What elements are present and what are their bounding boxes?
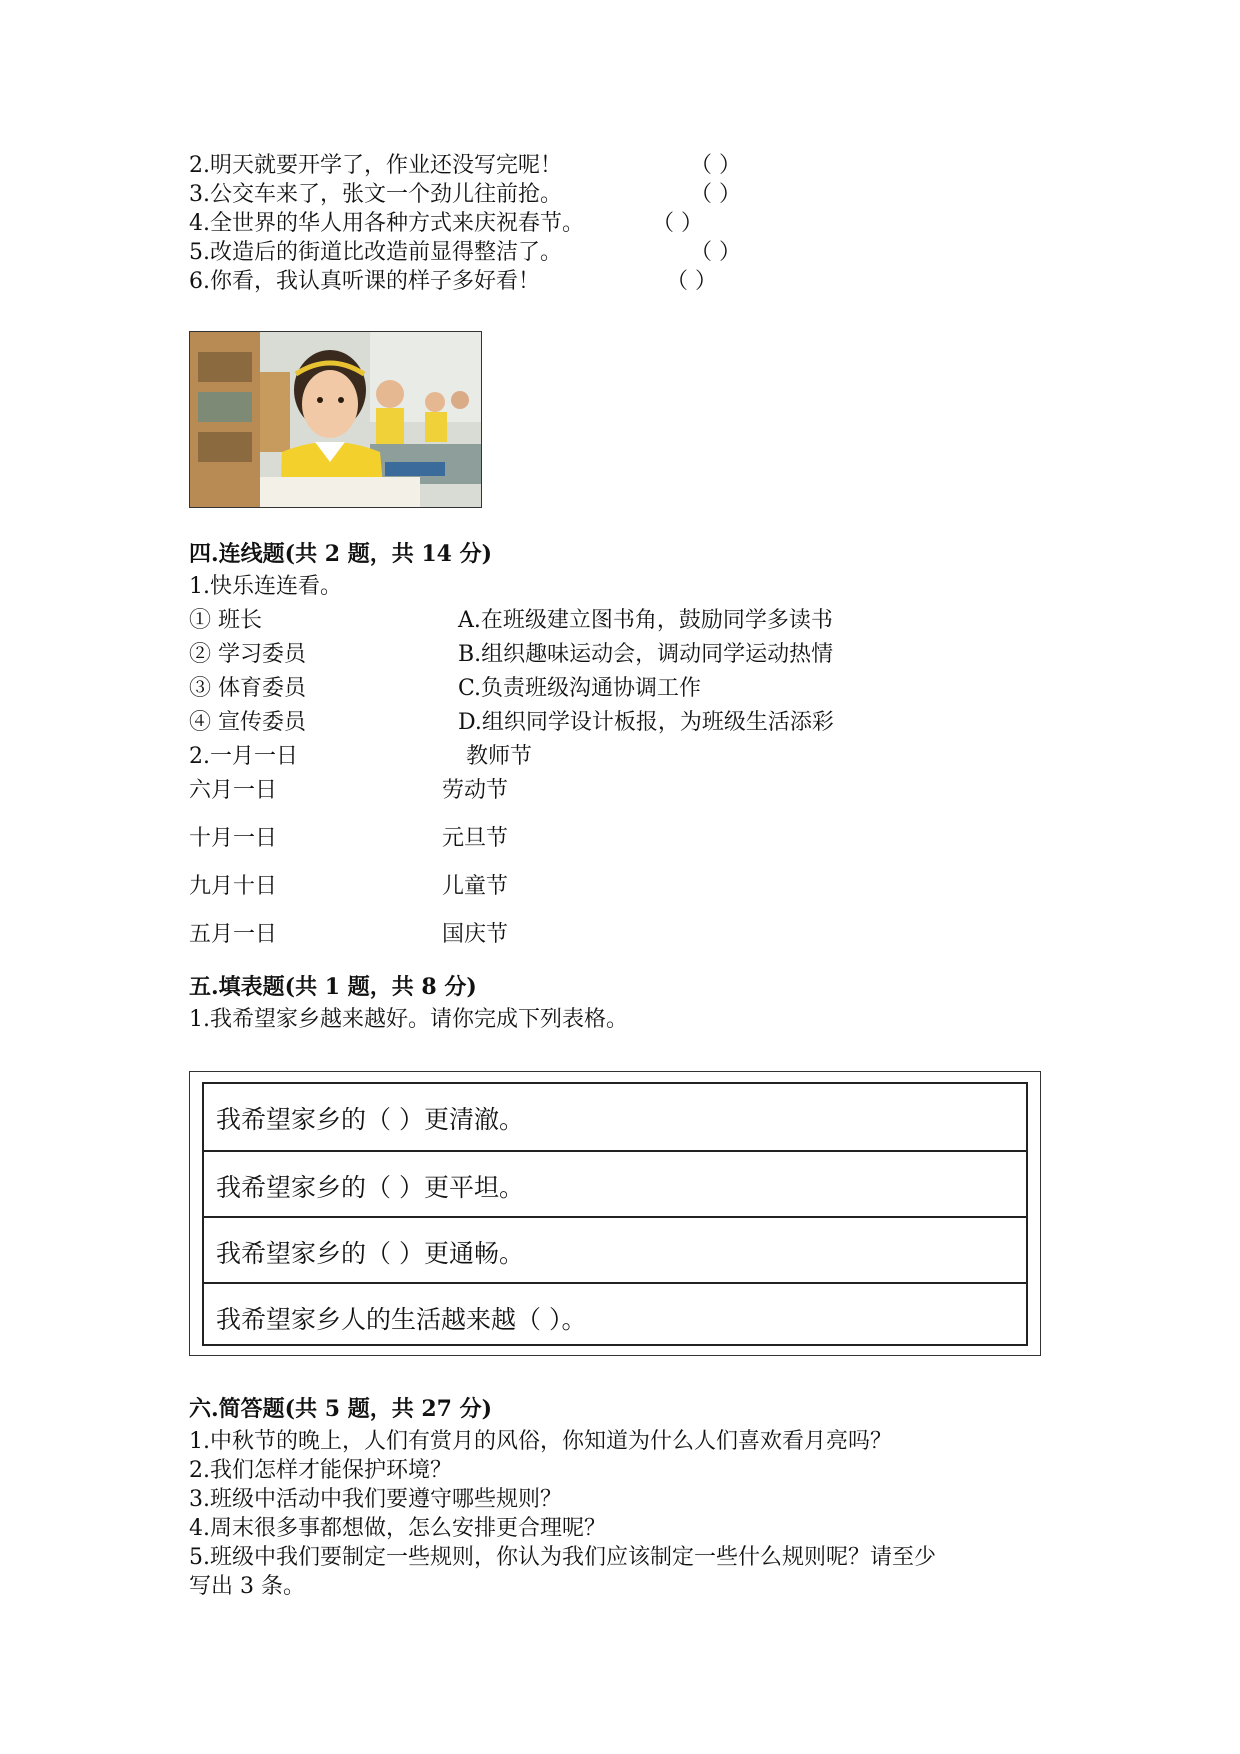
table-cell[interactable]: 我希望家乡人的生活越来越（ ）。 — [216, 1305, 587, 1334]
section6-heading: 六.简答题(共 5 题，共 27 分) — [189, 1396, 493, 1422]
role-item[interactable]: ② 学习委员 — [189, 642, 306, 667]
festival-item[interactable]: 教师节 — [466, 744, 533, 769]
section5-heading: 五.填表题(共 1 题，共 8 分) — [189, 974, 477, 1000]
duty-item[interactable]: C.负责班级沟通协调工作 — [458, 676, 702, 701]
classroom-girl-photo — [189, 331, 482, 508]
question-item: 1.中秋节的晚上，人们有赏月的风俗，你知道为什么人们喜欢看月亮吗？ — [189, 1429, 892, 1454]
section4-q1: 1.快乐连连看。 — [189, 574, 342, 599]
question-item: 写出 3 条。 — [189, 1574, 305, 1599]
date-item[interactable]: 2.一月一日 — [189, 744, 298, 769]
answer-bracket[interactable]: （ ） — [690, 153, 741, 178]
festival-item[interactable]: 元旦节 — [442, 826, 509, 851]
date-item[interactable]: 六月一日 — [189, 778, 278, 803]
answer-bracket[interactable]: （ ） — [690, 182, 741, 207]
section3-item: 4.全世界的华人用各种方式来庆祝春节。 — [189, 211, 584, 236]
table-row — [204, 1084, 1026, 1150]
section3-item: 2.明天就要开学了，作业还没写完呢！ — [189, 153, 562, 178]
table-row — [204, 1150, 1026, 1218]
section3-item: 5.改造后的街道比改造前显得整洁了。 — [189, 240, 562, 265]
question-item: 3.班级中活动中我们要遵守哪些规则？ — [189, 1487, 562, 1512]
table-cell[interactable]: 我希望家乡的（ ）更通畅。 — [216, 1239, 524, 1268]
festival-item[interactable]: 儿童节 — [442, 874, 509, 899]
question-item: 4.周末很多事都想做，怎么安排更合理呢？ — [189, 1516, 606, 1541]
date-item[interactable]: 五月一日 — [189, 922, 278, 947]
table-cell[interactable]: 我希望家乡的（ ）更平坦。 — [216, 1173, 524, 1202]
section5-q1: 1.我希望家乡越来越好。请你完成下列表格。 — [189, 1007, 628, 1032]
answer-bracket[interactable]: （ ） — [666, 269, 717, 294]
role-item[interactable]: ③ 体育委员 — [189, 676, 306, 701]
table-row — [204, 1216, 1026, 1284]
duty-item[interactable]: A.在班级建立图书角，鼓励同学多读书 — [458, 608, 833, 633]
answer-bracket[interactable]: （ ） — [652, 211, 703, 236]
duty-item[interactable]: D.组织同学设计板报，为班级生活添彩 — [458, 710, 834, 735]
fill-table — [202, 1082, 1028, 1346]
section3-item: 3.公交车来了，张文一个劲儿往前抢。 — [189, 182, 562, 207]
festival-item[interactable]: 国庆节 — [442, 922, 509, 947]
table-cell[interactable]: 我希望家乡的（ ）更清澈。 — [216, 1105, 524, 1134]
question-item: 2.我们怎样才能保护环境？ — [189, 1458, 452, 1483]
question-item: 5.班级中我们要制定一些规则，你认为我们应该制定一些什么规则呢？请至少 — [189, 1545, 936, 1570]
answer-bracket[interactable]: （ ） — [690, 240, 741, 265]
section3-item: 6.你看，我认真听课的样子多好看！ — [189, 269, 540, 294]
section4-heading: 四.连线题(共 2 题，共 14 分) — [189, 541, 493, 567]
role-item[interactable]: ④ 宣传委员 — [189, 710, 306, 735]
date-item[interactable]: 九月十日 — [189, 874, 278, 899]
role-item[interactable]: ① 班长 — [189, 608, 262, 633]
table-row — [204, 1282, 1026, 1346]
date-item[interactable]: 十月一日 — [189, 826, 278, 851]
duty-item[interactable]: B.组织趣味运动会，调动同学运动热情 — [458, 642, 834, 667]
festival-item[interactable]: 劳动节 — [442, 778, 509, 803]
